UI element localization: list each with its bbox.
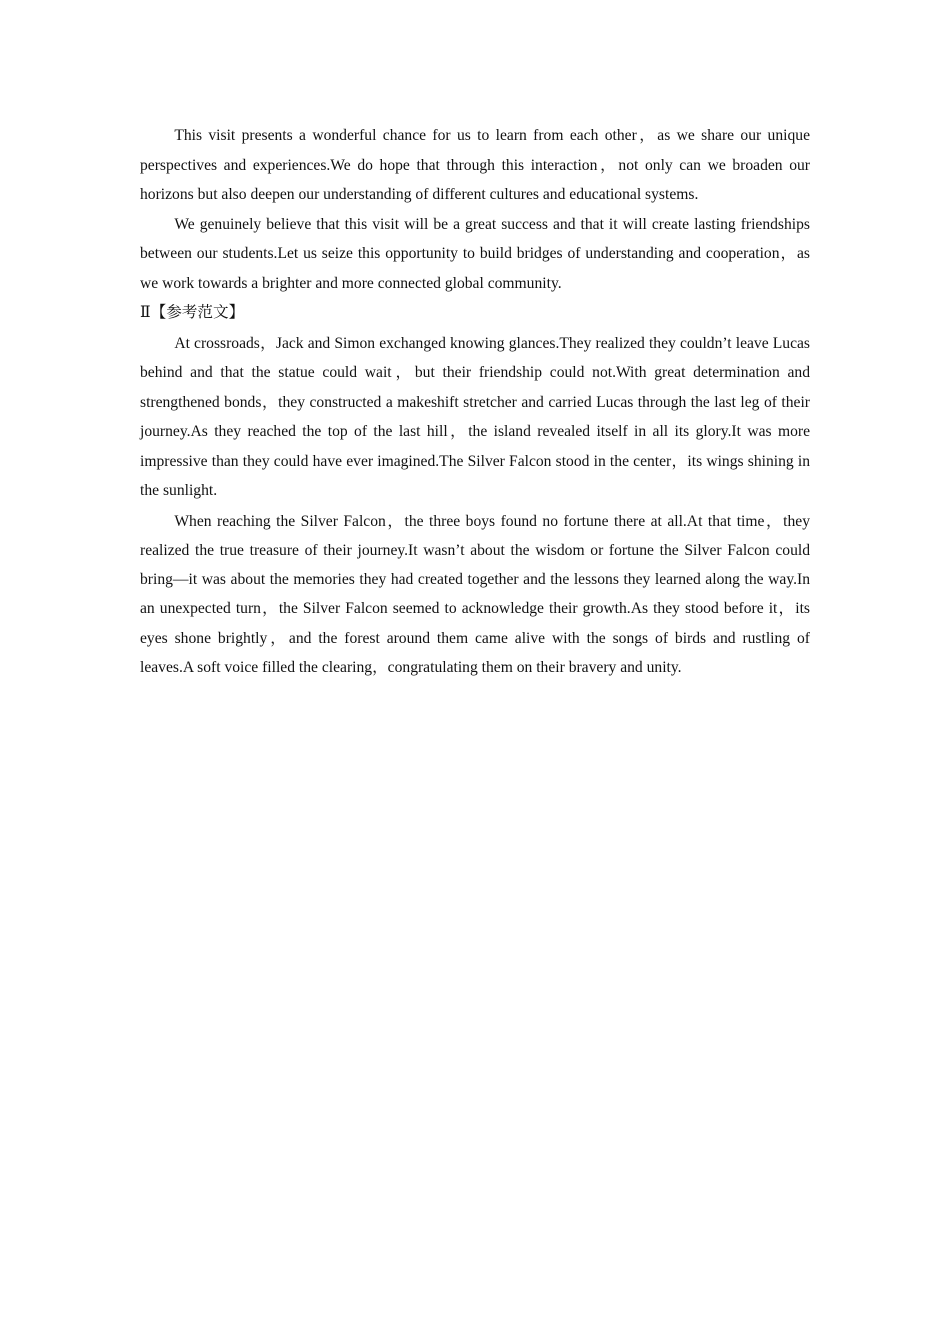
section-heading: Ⅱ【参考范文】 — [140, 304, 245, 321]
paragraph-crossroads: At crossroads，Jack and Simon exchanged knowing glances.They realized they couldn’t leave Lucas behind and that the statue could wait，but their friendship could not.With great determination and strengthened bonds，they constructed a makeshift stretcher and carried Lucas through the last leg of their journey.As they reached the top of the last hill，the island revealed itself in all its glory.It was more impressive than they could have ever imagined.The Silver Falcon stood in the center，its wings shining in the sunlight. — [140, 334, 810, 499]
paragraph-visit-chance: This visit presents a wonderful chance for us to learn from each other，as we share our unique perspectives and experiences.We do hope that through this interaction，not only can we broaden our horizons but also deepen our understanding of different cultures and educational systems. — [140, 127, 810, 203]
document-body — [140, 121, 810, 682]
paragraph-visit-success: We genuinely believe that this visit will be a great success and that it will create lasting friendships between our students.Let us seize this opportunity to build bridges of understanding and cooperation，as we work towards a brighter and more connected global community. — [140, 215, 810, 292]
paragraph-silver-falcon: When reaching the Silver Falcon，the three boys found no fortune there at all.At that time，they realized the true treasure of their journey.It wasn’t about the wisdom or fortune the Silver Falcon could bring—it was about the memories they had created together and the lessons they learned along the way.In an unexpected turn，the Silver Falcon seemed to acknowledge their growth.As they stood before it，its eyes shone brightly，and the forest around them came alive with the songs of birds and rustling of leaves.A soft voice filled the clearing，congratulating them on their bravery and unity. — [140, 512, 810, 676]
